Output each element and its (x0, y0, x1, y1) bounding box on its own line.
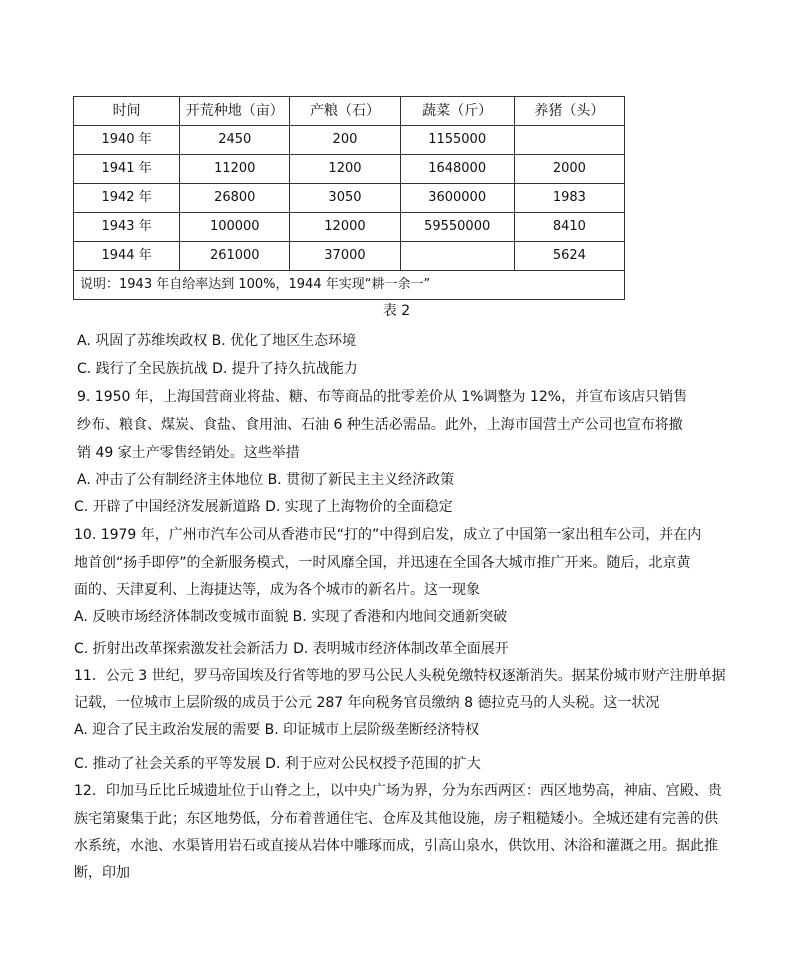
table-note: 说明：1943 年自给率达到 100%，1944 年实现“耕一余一” (74, 271, 625, 300)
table-cell (514, 126, 624, 155)
question-9-text: 销 49 家土产零售经销处。这些举措 (77, 445, 300, 461)
table-cell: 1941 年 (74, 155, 180, 184)
table-header-cell: 蔬菜（斤） (400, 97, 514, 126)
table-header-cell: 产粮（石） (290, 97, 400, 126)
table-cell: 1942 年 (74, 184, 180, 213)
option-line: A. 冲击了公有制经济主体地位 B. 贯彻了新民主主义经济政策 (77, 472, 455, 488)
question-9-text: 纱布、粮食、煤炭、食盐、食用油、石油 6 种生活必需品。此外，上海市国营土产公司也宣布将撤 (77, 417, 683, 433)
table-cell: 2450 (180, 126, 290, 155)
table-cell: 1940 年 (74, 126, 180, 155)
table-note-row (74, 271, 625, 300)
question-12-text: 族宅第聚集于此；东区地势低，分布着普通住宅、仓库及其他设施，房子粗糙矮小。全城还建有完善的供 (74, 811, 718, 827)
table-header-cell: 时间 (74, 97, 180, 126)
table-header-cell: 开荒种地（亩） (180, 97, 290, 126)
option-line: A. 反映市场经济体制改变城市面貌 B. 实现了香港和内地间交通新突破 (74, 609, 508, 625)
table-cell: 1155000 (400, 126, 514, 155)
question-12-text: 水系统，水池、水渠皆用岩石或直接从岩体中雕琢而成，引高山泉水，供饮用、沐浴和灌溉之用。据此推 (74, 838, 718, 854)
table-cell: 8410 (514, 213, 624, 242)
question-9-text: 9. 1950 年，上海国营商业将盐、糖、布等商品的批零差价从 1%调整为 12%，并宣布该店只销售 (77, 389, 688, 405)
question-10-text: 地首创“扬手即停”的全新服务模式，一时风靡全国，并迅速在全国各大城市推广开来。随后，北京黄 (74, 555, 691, 571)
option-line: C. 开辟了中国经济发展新道路 D. 实现了上海物价的全面稳定 (74, 499, 453, 515)
question-11-text: 记载，一位城市上层阶级的成员于公元 287 年向税务官员缴纳 8 德拉克马的人头税。这一状况 (74, 695, 660, 711)
table-row (74, 155, 625, 184)
table-cell (400, 242, 514, 271)
table-cell: 1983 (514, 184, 624, 213)
table-cell: 12000 (290, 213, 400, 242)
option-line: A. 巩固了苏维埃政权 B. 优化了地区生态环境 (77, 333, 357, 349)
table-cell: 1648000 (400, 155, 514, 184)
option-line: C. 推动了社会关系的平等发展 D. 利于应对公民权授予范围的扩大 (74, 756, 481, 772)
question-10-text: 面的、天津夏利、上海捷达等，成为各个城市的新名片。这一现象 (74, 582, 480, 598)
data-table (73, 96, 625, 300)
table-row (74, 126, 625, 155)
table-header-cell: 养猪（头） (514, 97, 624, 126)
option-line: C. 折射出改革探索激发社会新活力 D. 表明城市经济体制改革全面展开 (74, 641, 509, 657)
table-cell: 59550000 (400, 213, 514, 242)
table-cell: 100000 (180, 213, 290, 242)
table-cell: 2000 (514, 155, 624, 184)
table-row (74, 213, 625, 242)
table-cell: 3050 (290, 184, 400, 213)
table-cell: 200 (290, 126, 400, 155)
table-header-row (74, 97, 625, 126)
table-caption: 表 2 (382, 303, 411, 319)
option-line: A. 迎合了民主政治发展的需要 B. 印证城市上层阶级垄断经济特权 (74, 722, 480, 738)
table-cell: 5624 (514, 242, 624, 271)
question-12-text: 12．印加马丘比丘城遗址位于山脊之上，以中央广场为界，分为东西两区：西区地势高，神庙、宫殿、贵 (74, 783, 722, 799)
table-cell: 26800 (180, 184, 290, 213)
table-cell: 1944 年 (74, 242, 180, 271)
table-cell: 37000 (290, 242, 400, 271)
question-11-text: 11．公元 3 世纪，罗马帝国埃及行省等地的罗马公民人头税免缴特权逐渐消失。据某份城市财产注册单据 (74, 668, 726, 684)
table-cell: 11200 (180, 155, 290, 184)
question-10-text: 10. 1979 年，广州市汽车公司从香港市民“打的”中得到启发，成立了中国第一家出租车公司，并在内 (74, 527, 702, 543)
table-row (74, 184, 625, 213)
question-12-text: 断，印加 (74, 865, 130, 881)
table-cell: 261000 (180, 242, 290, 271)
option-line: C. 践行了全民族抗战 D. 提升了持久抗战能力 (77, 361, 358, 377)
table-cell: 1943 年 (74, 213, 180, 242)
table-row (74, 242, 625, 271)
table-cell: 3600000 (400, 184, 514, 213)
table-cell: 1200 (290, 155, 400, 184)
